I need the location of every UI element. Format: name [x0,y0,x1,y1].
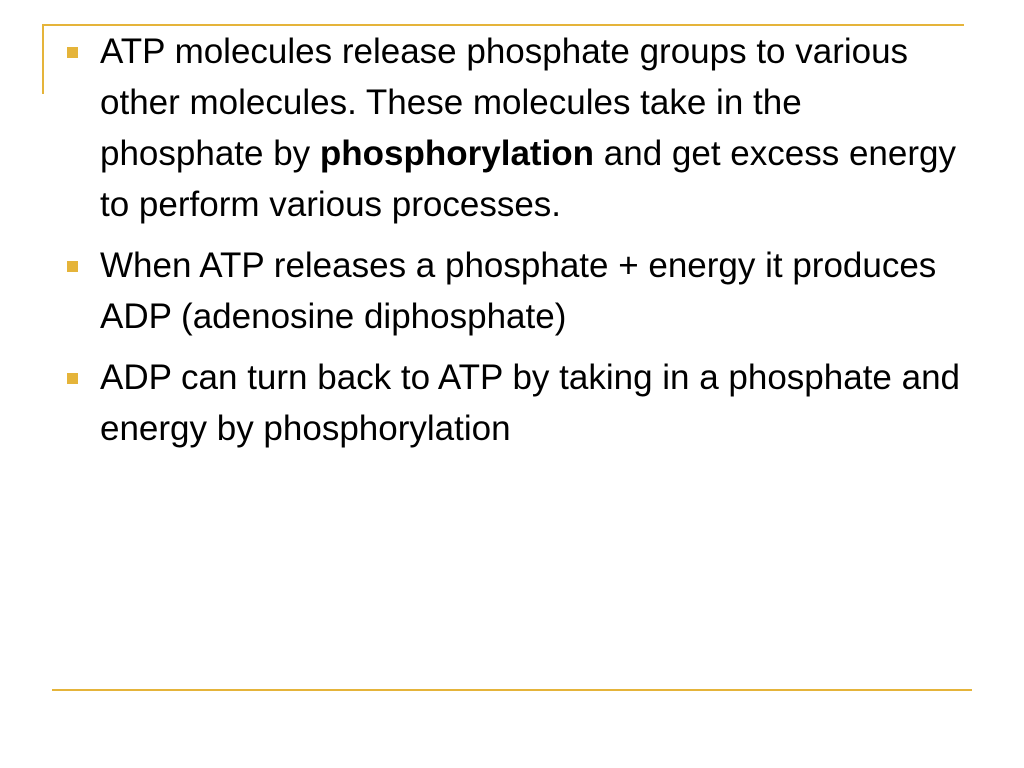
square-bullet-icon [67,373,78,384]
bullet-list [62,26,962,464]
square-bullet-icon [67,47,78,58]
bullet-text: ADP can turn back to ATP by taking in a phosphate and energy by phosphorylation [100,358,961,448]
bullet-item [62,352,962,454]
bullet-item [62,26,962,230]
bullet-bold-term: phosphorylation [319,134,595,173]
bullet-text-part: ATP molecules release phosphate groups to various other molecules. These molecules take in the phosphate by [100,32,909,173]
square-bullet-icon [67,261,78,272]
bullet-item [62,240,962,342]
bottom-rule [52,689,972,691]
bullet-text-part: and get excess energy to perform various processes. [100,134,956,224]
left-rule [42,24,44,94]
bullet-text: When ATP releases a phosphate + energy it produces ADP (adenosine diphosphate) [100,246,937,336]
